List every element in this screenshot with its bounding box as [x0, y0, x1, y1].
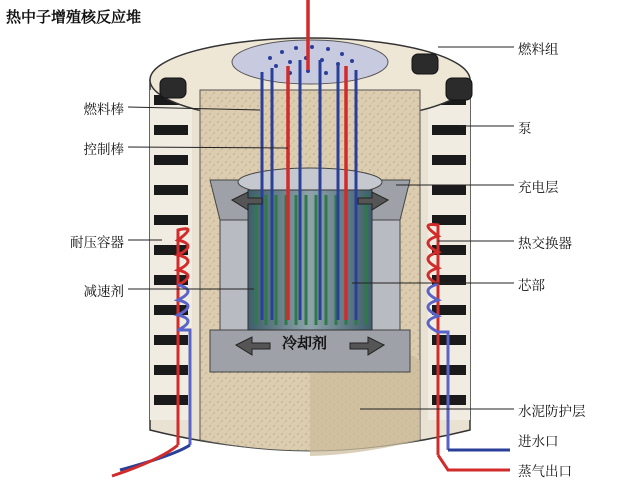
- label-fuel-rod: 燃料棒: [83, 102, 124, 118]
- label-steam-outlet: 蒸气出口: [518, 464, 572, 480]
- label-water-inlet: 进水口: [518, 434, 559, 450]
- label-control-rod: 控制棒: [83, 142, 124, 158]
- label-concrete-shield: 水泥防护层: [518, 404, 586, 420]
- label-pressure-vessel: 耐压容器: [70, 235, 124, 251]
- label-pump: 泵: [518, 121, 532, 137]
- label-fuel-assembly: 燃料组: [518, 42, 559, 58]
- fuel-assembly-top: [232, 40, 388, 84]
- reactor-core: [248, 190, 372, 330]
- label-coolant: 冷却剂: [282, 334, 328, 352]
- label-charge-layer: 充电层: [518, 180, 559, 196]
- label-moderator: 减速剂: [83, 284, 124, 300]
- label-core: 芯部: [518, 278, 545, 294]
- label-heat-exchanger: 热交换器: [518, 236, 572, 252]
- diagram-title: 热中子增殖核反应堆: [6, 8, 142, 26]
